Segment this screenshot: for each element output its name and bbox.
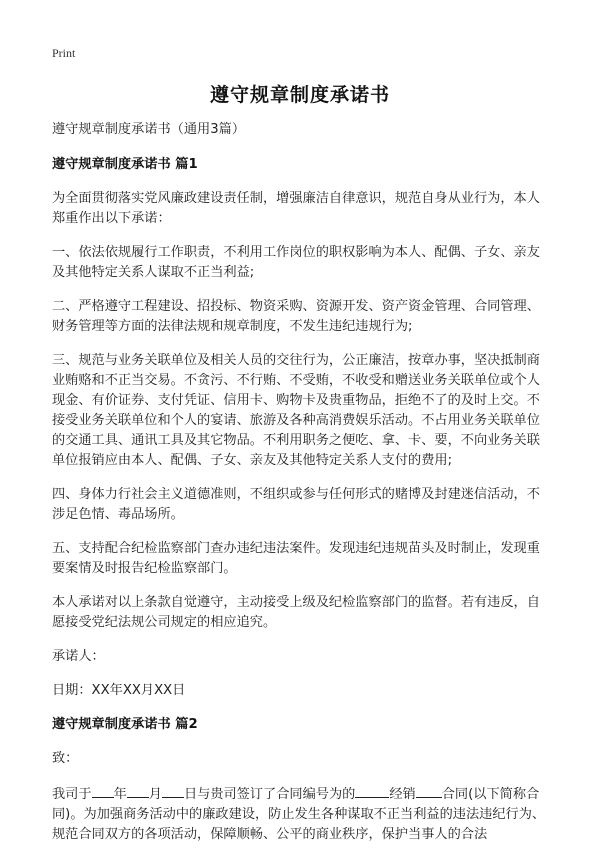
article-1-item-4: 四、身体力行社会主义道德准则，不组织或参与任何形式的赌博及封建迷信活动，不涉足色情、毒品场所。 — [52, 487, 540, 522]
document-subtitle: 遵守规章制度承诺书（通用3篇） — [52, 122, 246, 137]
year-blank — [92, 783, 114, 798]
body-rest-text: 合同(以下简称合同)。为加强商务活动中的廉政建设，防止发生各种谋取不正当利益的违法违纪行为、规范合同双方的各项活动，保障顺畅、公平的商业秩序，保护当事人的合法 — [52, 787, 546, 842]
document-body — [52, 120, 552, 859]
body-start-text: 我司于 — [52, 787, 92, 802]
article-1-heading: 遵守规章制度承诺书 篇1 — [52, 157, 198, 172]
month-blank — [127, 783, 149, 798]
article-1-intro: 为全面贯彻落实党风廉政建设责任制，增强廉洁自律意识，规范自身从业行为，本人郑重作出以下承诺： — [52, 191, 540, 226]
article-1-item-5: 五、支持配合纪检监察部门查办违纪违法案件。发现违纪违规苗头及时制止，发现重要案情及时报告纪检监察部门。 — [52, 541, 540, 576]
article-2-heading: 遵守规章制度承诺书 篇2 — [52, 717, 198, 732]
day-blank — [162, 783, 184, 798]
signer-label: 承诺人： — [52, 649, 105, 664]
article-1-item-1: 一、依法依规履行工作职责，不利用工作岗位的职权影响为本人、配偶、子女、亲友及其他特定关系人谋取不正当利益; — [52, 245, 540, 280]
product-blank — [416, 783, 442, 798]
contract-number-blank — [355, 783, 389, 798]
month-text: 月 — [148, 787, 162, 802]
contract-number-text: 日与贵司签订了合同编号为的 — [183, 787, 356, 802]
date-line: 日期：XX年XX月XX日 — [52, 683, 186, 698]
document-title: 遵守规章制度承诺书 — [209, 84, 390, 106]
article-1-item-2: 二、严格遵守工程建设、招投标、物资采购、资源开发、资产资金管理、合同管理、财务管理等方面的法律法规和规章制度，不发生违纪违规行为; — [52, 299, 540, 334]
article-2-body — [52, 783, 552, 845]
distribution-text: 经销 — [389, 787, 416, 802]
article-1-closing: 本人承诺对以上条款自觉遵守，主动接受上级及纪检监察部门的监督。若有违反，自愿接受党纪法规公司规定的相应追究。 — [52, 595, 540, 630]
year-text: 年 — [113, 787, 127, 802]
article-1-item-3: 三、规范与业务关联单位及相关人员的交往行为，公正廉洁，按章办事，坚决抵制商业贿赂和不正当交易。不贪污、不行贿、不受贿，不收受和赠送业务关联单位或个人现金、有价证券、支付凭证、信用卡、购物卡及贵重物品，拒绝不了的及时上交。不接受业务关联单位和个人的宴请、旅游及各种高消费娱乐活动。不占用业务关联单位的交通工具、通讯工具及其它物品。不利用职务之便吃、拿、卡、要，不向业务关联单位报销应由本人、配偶、子女、亲友及其他特定关系人支付的费用; — [52, 353, 540, 468]
print-link[interactable]: Print — [52, 46, 76, 60]
article-2-salutation: 致： — [52, 751, 79, 766]
